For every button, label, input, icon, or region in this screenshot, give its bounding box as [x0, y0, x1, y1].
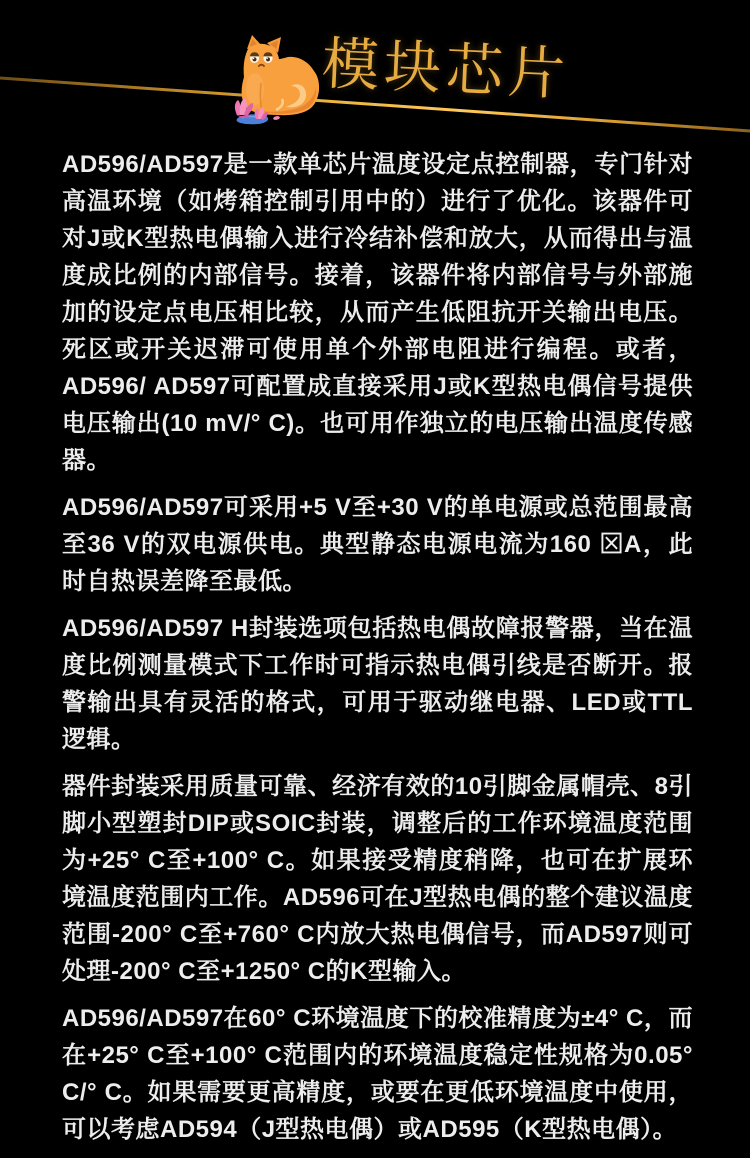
description-paragraph-4: 器件封装采用质量可靠、经济有效的10引脚金属帽壳、8引脚小型塑封DIP或SOIC封装，调整后的工作环境温度范围为+25° C至+100° C。如果接受精度稍降，也可在扩展环境温度范围内工作。AD596可在J型热电偶的整个建议温度范围-200° C至+760° C内放大热电偶信号，而AD597则可处理-200° C至+1250° C的K型输入。 — [62, 773, 693, 985]
description-paragraph-2: AD596/AD597可采用+5 V至+30 V的单电源或总范围最高至36 V的双电源供电。典型静态电源电流为160 ⊠A，此时自热误差降至最低。 — [62, 494, 693, 595]
cat-mascot-icon — [228, 33, 343, 135]
page-title: 模块芯片 — [320, 31, 572, 109]
description-paragraph-5: AD596/AD597在60° C环境温度下的校准精度为±4° C，而在+25° C至+100° C范围内的环境温度稳定性规格为0.05° C/° C。如果需要更高精度，或要在更低环境温度中使用，可以考虑AD594（J型热电偶）或AD595（K型热电偶）。 — [62, 1005, 693, 1143]
description-paragraph-1: AD596/AD597是一款单芯片温度设定点控制器，专门针对高温环境（如烤箱控制引用中的）进行了优化。该器件可对J或K型热电偶输入进行冷结补偿和放大，从而得出与温度成比例的内部信号。接着，该器件将内部信号与外部施加的设定点电压相比较，从而产生低阻抗开关输出电压。死区或开关迟滞可使用单个外部电阻进行编程。或者，AD596/ AD597可配置成直接采用J或K型热电偶信号提供电压输出(10 mV/° C)。也可用作独立的电压输出温度传感器。 — [62, 151, 693, 474]
description-paragraph-3: AD596/AD597 H封装选项包括热电偶故障报警器，当在温度比例测量模式下工作时可指示热电偶引线是否断开。报警输出具有灵活的格式，可用于驱动继电器、LED或TTL逻辑。 — [62, 615, 693, 753]
